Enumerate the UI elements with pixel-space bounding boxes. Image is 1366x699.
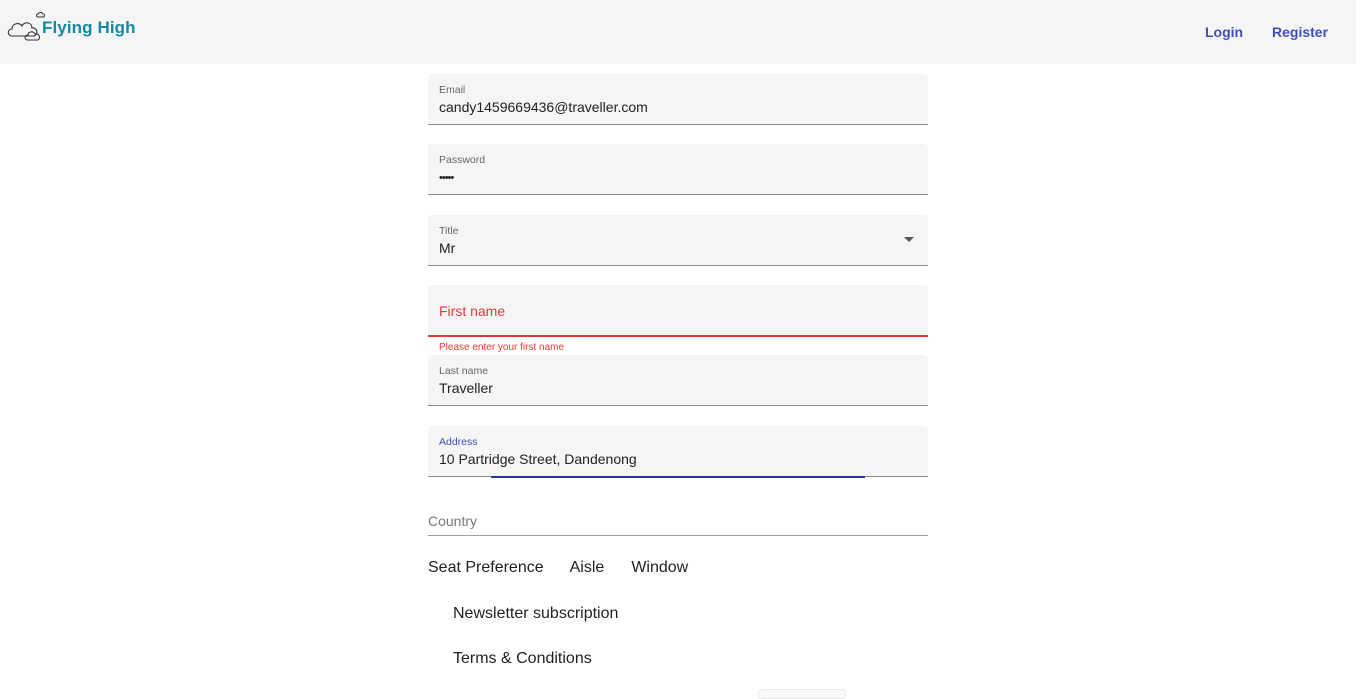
email-value: candy1459669436@traveller.com [439,99,648,115]
seat-option-window[interactable]: Window [631,559,689,576]
title-label: Title [439,225,459,237]
title-value: Mr [439,240,456,256]
seat-option-aisle[interactable]: Aisle [569,559,605,576]
terms-checkbox[interactable]: Terms & Conditions [453,650,592,667]
top-app-bar [0,0,1356,64]
address-field[interactable] [428,426,928,477]
first-name-field[interactable] [428,285,928,337]
logo[interactable] [6,10,136,42]
country-placeholder: Country [428,513,478,529]
password-label: Password [439,154,486,166]
focus-underline [491,476,865,478]
title-select[interactable] [428,215,928,266]
address-value: 10 Partridge Street, Dandenong [439,451,637,467]
newsletter-checkbox[interactable]: Newsletter subscription [453,605,619,622]
dropdown-arrow-icon[interactable] [904,237,914,242]
first-name-error: Please enter your first name [439,342,565,353]
email-label: Email [439,84,466,96]
address-label: Address [439,436,478,448]
seat-preference-label: Seat Preference [428,559,544,576]
login-link[interactable]: Login [1205,24,1244,40]
submit-button[interactable] [758,689,846,699]
brand-name: Flying High [42,18,136,37]
last-name-field[interactable] [428,355,928,406]
last-name-label: Last name [439,365,489,377]
first-name-label: First name [439,303,506,319]
email-field[interactable] [428,74,928,125]
country-field[interactable] [428,498,928,536]
seat-preference-group [428,559,688,577]
password-value: ••••• [439,172,454,184]
register-link[interactable]: Register [1272,24,1329,40]
cloud-logo-icon [6,10,46,42]
password-field[interactable] [428,144,928,195]
last-name-value: Traveller [439,380,493,396]
